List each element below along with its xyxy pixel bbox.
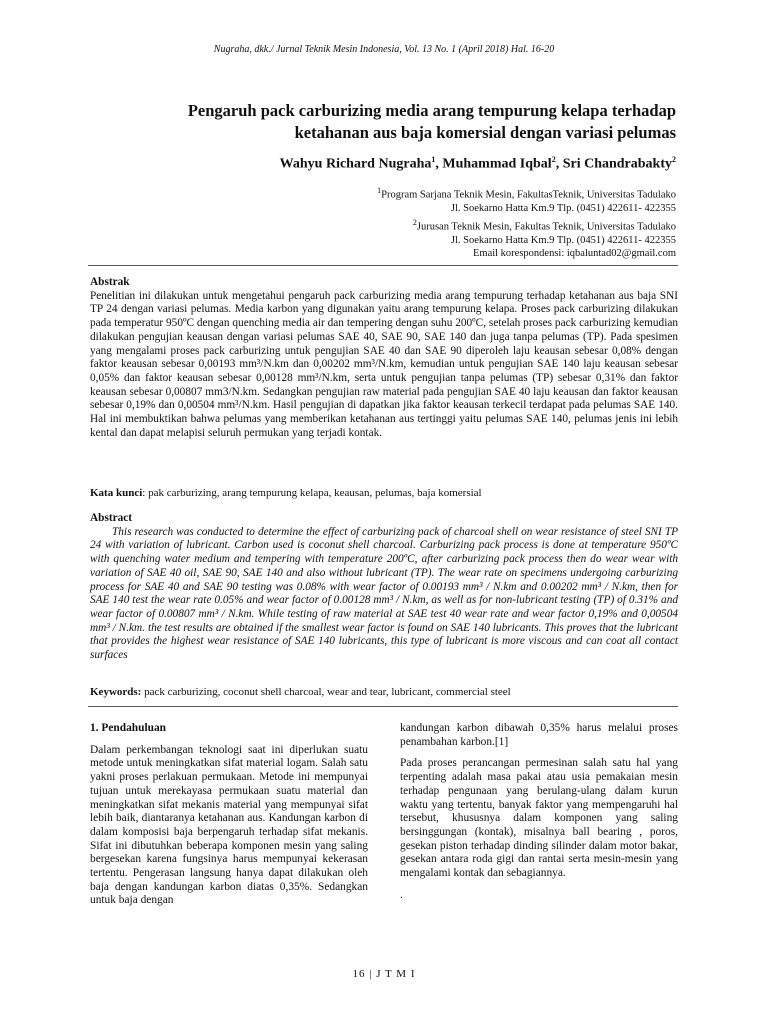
- author-name: Wahyu Richard Nugraha: [279, 156, 432, 172]
- author-separator: ,: [555, 156, 563, 172]
- divider: [88, 265, 678, 266]
- abstrak-text: Penelitian ini dilakukan untuk mengetahui pengaruh pack carburizing media arang tempurung terhadap ketahanan aus baja SNI TP 24 dengan variasi pelumas. Media karbon yang digunakan yaitu arang tempurung kelapa. Proses pack carburizing dilakukan pada temperatur 950ºC dengan quenching media air dan tempering dengan suhu 200ºC, setelah proses pack carburizing kemudian dilakukan pengujian keausan dengan variasi pelumas SAE 40, SAE 90, SAE 140 dan juga tanpa pelumas (TP). Pada spesimen yang mengalami proses pack carburizing untuk pengujian SAE 40 dan SAE 90 diperoleh laju keausan sebesar 0,08% dengan faktor keausan sebesar 0,00193 mm³/N.km dan 0,00202 mm³/N.km, kemudian untuk pengujian SAE 140 laju keausan sebesar 0,05% dan faktor keausan sebesar 0,00128 mm³/N.km, serta untuk pengujian tanpa pelumas (TP) sebesar 0,31% dan faktor keausan sebesar 0,00807 mm3/N.km. Sedangkan pengujian raw material pada pengujian SAE 40 laju keausan dan faktor keausan sebesar 0,19% dan 0,00504 mm³/N.km. Hasil pengujian di dapatkan jika faktor keausan terkecil terdapat pada pelumas SAE 140. Hal ini membuktikan bahwa pelumas yang memberikan ketahanan aus tertinggi yaitu pelumas SAE 140, pelumas jenis ini lebih kental dan dapat melapisi seluruh permukan yang terjadi kontak.: [90, 289, 678, 439]
- paragraph: Dalam perkembangan teknologi saat ini diperlukan suatu metode untuk meningkatkan sifat material logam. Salah satu yakni proses perlakuan permukaan. Metode ini mempunyai tujuan untuk merekayasa permukaan suatu material dan meningkatkan sifat mekanis material yang mempunyai sifat lebih baik, diantaranya ketahanan aus. Kandungan karbon di dalam komposisi baja berpengaruh terhadap sifat mekanis. Sifat ini dibutuhkan beberapa komponen mesin yang saling bergesekan karena fungsinya harus mempunyai kekerasan tertentu. Pengerasan langsung hanya dapat dilakukan oleh baja dengan kandungan karbon diatas 0,35%. Sedangkan untuk baja dengan: [90, 743, 368, 907]
- keywords-text: pack carburizing, coconut shell charcoal, wear and tear, lubricant, commercial steel: [141, 686, 511, 698]
- author-affil-mark: 2: [551, 155, 556, 164]
- trailing-mark: .: [400, 888, 403, 901]
- abstract-section: [90, 512, 678, 663]
- running-head: Nugraha, dkk./ Jurnal Teknik Mesin Indonesia, Vol. 13 No. 1 (April 2018) Hal. 16-20: [213, 44, 555, 55]
- kata-kunci-text: : pak carburizing, arang tempurung kelapa, keausan, pelumas, baja komersial: [142, 487, 482, 499]
- abstract-heading: Abstract: [90, 512, 133, 524]
- kata-kunci: [90, 486, 678, 500]
- affiliation-1-line-2: Jl. Soekarno Hatta Km.9 Tlp. (0451) 422611- 422355: [450, 203, 676, 215]
- abstrak-heading: Abstrak: [90, 276, 130, 288]
- author-separator: ,: [435, 156, 443, 172]
- author-list: [76, 151, 676, 174]
- keywords: [90, 685, 678, 699]
- column-left: [90, 722, 368, 908]
- paragraph: kandungan karbon dibawah 0,35% harus melalui proses penambahan karbon.[1]: [400, 722, 678, 748]
- affiliation-text: Program Sarjana Teknik Mesin, FakultasTeknik, Universitas Tadulako: [381, 189, 676, 201]
- affiliation-2-line-1: [116, 216, 676, 234]
- divider: [88, 706, 678, 707]
- affiliation-text: Jurusan Teknik Mesin, Fakultas Teknik, Universitas Tadulako: [416, 221, 676, 233]
- keywords-label: Keywords:: [90, 686, 142, 698]
- correspondence-email: Email korespondensi: iqbaluntad02@gmail.com: [472, 248, 676, 260]
- paragraph: Pada proses perancangan permesinan salah satu hal yang terpenting adalah masa pakai atau usia pemakaian mesin terhadap pengunaan yang berulang-ulang dalam kurun waktu yang tertentu, banyak faktor yang mempengaruhi hal tersebut, khususnya dalam komponen yang saling bersinggungan (kontak), misalnya ball bearing , poros, gesekan piston terhadap dinding silinder dalam motor bakar, gesekan antara roda gigi dan rantai serta mesin-mesin yang mengalami kontak dan sebagiannya.: [400, 757, 678, 880]
- abstract-text: This research was conducted to determine the effect of carburizing pack of charcoal shell on wear resistance of steel SNI TP 24 with variation of lubricant. Carbon used is coconut shell charcoal. Carburizing pack process is done at temperature 950ºC with quenching water medium and tempering with temperature 200ºC, after carburizing pack process then do wear wear with variation of SAE 40 oil, SAE 90, SAE 140 and also without lubricant (TP). The wear rate on specimens undergoing carburizing process for SAE 40 and SAE 90 testing was 0.08% with wear factor of 0.00193 mm³ / N.km and 0.00202 mm³ / N.km, then for SAE 140 test the wear rate 0.05% and wear factor of 0.00128 mm³ / N.km, as well as for non-lubricant testing (TP) of 0.31% and wear factor of 0.00807 mm³ / N.km. While testing of raw material at SAE test 40 wear rate and wear factor 0,19% and 0,00504 mm³ / N.km. the test results are obtained if the smallest wear factor is found on SAE 140 lubricants. This proves that the lubricant that provides the highest wear resistance of SAE 140 lubricants, this type of lubricant is more viscous and can coat all contact surfaces: [90, 525, 678, 662]
- title-line-2: ketahanan aus baja komersial dengan variasi pelumas: [294, 123, 676, 142]
- affiliation-1-line-1: [116, 184, 676, 202]
- affiliations: [116, 184, 676, 261]
- affiliation-mark: 1: [377, 186, 382, 195]
- title-line-1: Pengaruh pack carburizing media arang tempurung kelapa terhadap: [187, 101, 676, 120]
- author-name: Muhammad Iqbal: [442, 156, 552, 172]
- page-footer: 16 | J T M I: [352, 968, 416, 980]
- author-name: Sri Chandrabakty: [562, 156, 672, 172]
- author-affil-mark: 1: [431, 155, 436, 164]
- section-heading: 1. Pendahuluan: [90, 722, 166, 734]
- abstrak-section: [90, 276, 678, 440]
- paper-title: [96, 100, 676, 144]
- kata-kunci-label: Kata kunci: [90, 487, 143, 499]
- affiliation-2-line-2: Jl. Soekarno Hatta Km.9 Tlp. (0451) 422611- 422355: [450, 234, 676, 246]
- affiliation-mark: 2: [412, 217, 417, 227]
- column-right: [400, 722, 678, 902]
- author-affil-mark: 2: [672, 155, 676, 164]
